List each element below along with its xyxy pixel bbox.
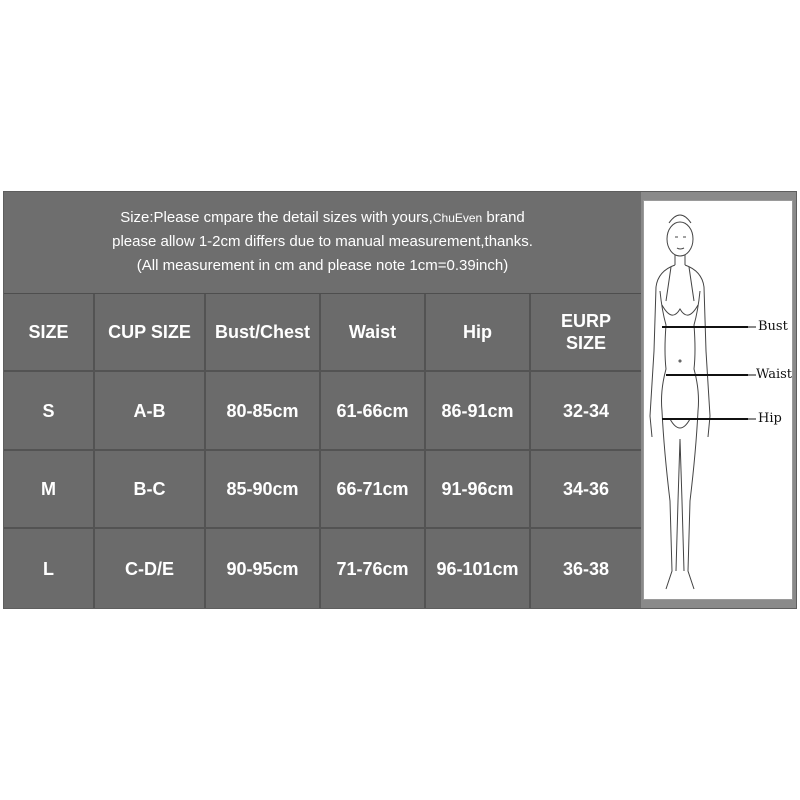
notice-line-1 [4, 206, 641, 230]
header-eurp-size: EURP SIZE [531, 294, 641, 372]
header-hip: Hip [426, 294, 531, 372]
row-m-size: M [4, 451, 95, 529]
row-l-cup: C-D/E [95, 529, 206, 608]
brand-name: ChuEven [432, 211, 483, 225]
header-waist: Waist [321, 294, 426, 372]
row-l-waist: 71-76cm [321, 529, 426, 608]
row-s-size: S [4, 372, 95, 451]
notice-line-1-suffix: brand [482, 209, 525, 226]
row-l-bust: 90-95cm [206, 529, 321, 608]
notice-line-3: (All measurement in cm and please note 1cm=0.39inch) [136, 257, 509, 274]
row-s-cup: A-B [95, 372, 206, 451]
header-size: SIZE [4, 294, 95, 372]
label-waist: Waist [756, 367, 793, 382]
size-table-area [4, 192, 641, 608]
row-l-eurp: 36-38 [531, 529, 641, 608]
label-hip: Hip [758, 411, 782, 426]
notice-line-1-text: Size:Please cmpare the detail sizes with yours, [120, 209, 433, 226]
label-bust: Bust [758, 319, 788, 334]
measurement-figure-panel [643, 200, 793, 600]
row-s-bust: 80-85cm [206, 372, 321, 451]
row-s-eurp: 32-34 [531, 372, 641, 451]
body-figure-illustration [644, 201, 794, 601]
header-cup-size: CUP SIZE [95, 294, 206, 372]
size-chart [3, 191, 797, 609]
header-bust: Bust/Chest [206, 294, 321, 372]
row-m-eurp: 34-36 [531, 451, 641, 529]
row-s-waist: 61-66cm [321, 372, 426, 451]
row-l-size: L [4, 529, 95, 608]
row-l-hip: 96-101cm [426, 529, 531, 608]
row-m-waist: 66-71cm [321, 451, 426, 529]
row-m-hip: 91-96cm [426, 451, 531, 529]
size-notice [4, 192, 641, 294]
row-m-cup: B-C [95, 451, 206, 529]
size-table [4, 294, 641, 608]
notice-line-2: please allow 1-2cm differs due to manual measurement,thanks. [112, 233, 533, 250]
row-m-bust: 85-90cm [206, 451, 321, 529]
row-s-hip: 86-91cm [426, 372, 531, 451]
